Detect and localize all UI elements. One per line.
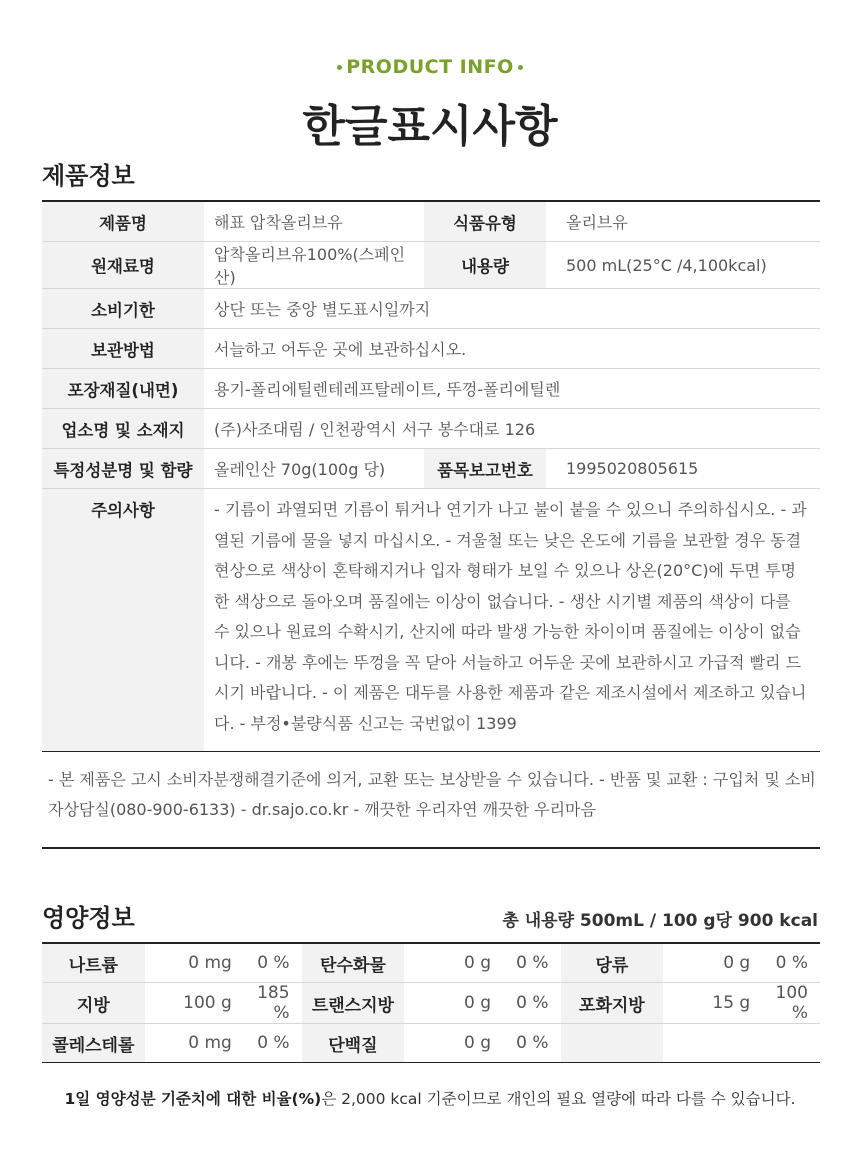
cell-value: 올리브유	[546, 201, 820, 242]
nutrient-percent: 100 %	[758, 983, 820, 1024]
cell-label: 식품유형	[424, 201, 546, 242]
nutrition-section-title: 영양정보	[42, 904, 135, 932]
cell-label: 특정성분명 및 함량	[42, 449, 204, 489]
cell-label: 품목보고번호	[424, 449, 546, 489]
subtitle-text: PRODUCT INFO	[346, 56, 514, 78]
footnote-bold: 1일 영양성분 기준치에 대한 비율(%)	[64, 1090, 322, 1108]
nutrient-name: 지방	[42, 983, 145, 1024]
table-row	[42, 449, 820, 489]
cell-value: 서늘하고 어두운 곳에 보관하십시오.	[204, 329, 820, 369]
nutrient-percent: 0 %	[499, 943, 560, 983]
nutrient-percent: 185 %	[240, 983, 302, 1024]
empty-cell	[561, 1024, 664, 1063]
nutrient-amount: 0 mg	[145, 1024, 240, 1063]
table-row	[42, 983, 820, 1024]
nutrient-name: 탄수화물	[302, 943, 405, 983]
cell-value: 해표 압착올리브유	[204, 201, 424, 242]
table-row	[42, 943, 820, 983]
nutrient-amount: 0 g	[404, 1024, 499, 1063]
table-row	[42, 201, 820, 242]
table-row	[42, 489, 820, 752]
nutrient-amount: 0 g	[663, 943, 758, 983]
cell-value: 상단 또는 중앙 별도표시일까지	[204, 289, 820, 329]
nutrient-percent: 0 %	[499, 1024, 560, 1063]
nutrient-percent: 0 %	[499, 983, 560, 1024]
cell-value: (주)사조대림 / 인천광역시 서구 봉수대로 126	[204, 409, 820, 449]
dot-icon	[337, 65, 342, 70]
nutrient-name: 포화지방	[561, 983, 664, 1024]
cell-label: 원재료명	[42, 242, 204, 289]
table-row	[42, 369, 820, 409]
nutrient-name: 나트륨	[42, 943, 145, 983]
cell-label: 소비기한	[42, 289, 204, 329]
nutrient-name: 당류	[561, 943, 664, 983]
table-row	[42, 242, 820, 289]
nutrient-amount: 0 g	[404, 943, 499, 983]
product-info-subtitle	[0, 56, 860, 78]
nutrient-amount: 0 g	[404, 983, 499, 1024]
cell-value: 1995020805615	[546, 449, 820, 489]
caution-text: - 기름이 과열되면 기름이 튀거나 연기가 나고 불이 붙을 수 있으니 주의하십시오. - 과열된 기름에 물을 넣지 마십시오. - 겨울철 또는 낮은 온도에 기름을 보관할 경우 동결현상으로 색상이 혼탁해지거나 입자 형태가 보일 수 있으나 상온(20°C)에 두면 투명한 색상으로 돌아오며 품질에는 이상이 없습니다. - 생산 시기별 제품의 색상이 다를 수 있으나 원료의 수확시기, 산지에 따라 발생 가능한 차이이며 품질에는 이상이 없습니다. - 개봉 후에는 뚜껑을 꼭 닫아 서늘하고 어두운 곳에 보관하시고 가급적 빨리 드시기 바랍니다. - 이 제품은 대두를 사용한 제품과 같은 제조시설에서 제조하고 있습니다. - 부정•불량식품 신고는 국번없이 1399	[204, 489, 820, 752]
table-row	[42, 1024, 820, 1063]
cell-value: 500 mL(25°C /4,100kcal)	[546, 242, 820, 289]
notice-text: - 본 제품은 고시 소비자분쟁해결기준에 의거, 교환 또는 보상받을 수 있습니다. - 반품 및 교환 : 구입처 및 소비자상담실(080-900-6133) - dr.sajo.co.kr - 깨끗한 우리자연 깨끗한 우리마음	[48, 770, 816, 819]
empty-cell	[663, 1024, 758, 1063]
nutrition-table	[42, 942, 820, 1063]
empty-cell	[758, 1024, 820, 1063]
product-info-section-title: 제품정보	[42, 162, 135, 190]
nutrient-name: 트랜스지방	[302, 983, 405, 1024]
cell-label: 보관방법	[42, 329, 204, 369]
cell-value: 올레인산 70g(100g 당)	[204, 449, 424, 489]
table-row	[42, 409, 820, 449]
table-row	[42, 289, 820, 329]
nutrient-amount: 15 g	[663, 983, 758, 1024]
cell-label: 포장재질(내면)	[42, 369, 204, 409]
nutrient-percent: 0 %	[758, 943, 820, 983]
footnote-rest: 은 2,000 kcal 기준이므로 개인의 필요 열량에 따라 다를 수 있습니다.	[321, 1090, 796, 1108]
nutrition-footnote	[0, 1087, 860, 1109]
table-row	[42, 329, 820, 369]
cell-value: 용기-폴리에틸렌테레프탈레이트, 뚜껑-폴리에틸렌	[204, 369, 820, 409]
nutrient-percent: 0 %	[240, 1024, 302, 1063]
cell-label: 내용량	[424, 242, 546, 289]
nutrition-total: 총 내용량 500mL / 100 g당 900 kcal	[502, 911, 818, 931]
cell-label: 제품명	[42, 201, 204, 242]
cell-value: 압착올리브유100%(스페인산)	[204, 242, 424, 289]
divider	[42, 847, 820, 849]
nutrient-name: 단백질	[302, 1024, 405, 1063]
nutrient-name: 콜레스테롤	[42, 1024, 145, 1063]
cell-label: 주의사항	[42, 489, 204, 752]
nutrient-amount: 100 g	[145, 983, 240, 1024]
product-info-table	[42, 200, 820, 752]
page-title: 한글표시사항	[302, 101, 558, 152]
nutrient-percent: 0 %	[240, 943, 302, 983]
nutrient-amount: 0 mg	[145, 943, 240, 983]
cell-label: 업소명 및 소재지	[42, 409, 204, 449]
dot-icon	[518, 65, 523, 70]
